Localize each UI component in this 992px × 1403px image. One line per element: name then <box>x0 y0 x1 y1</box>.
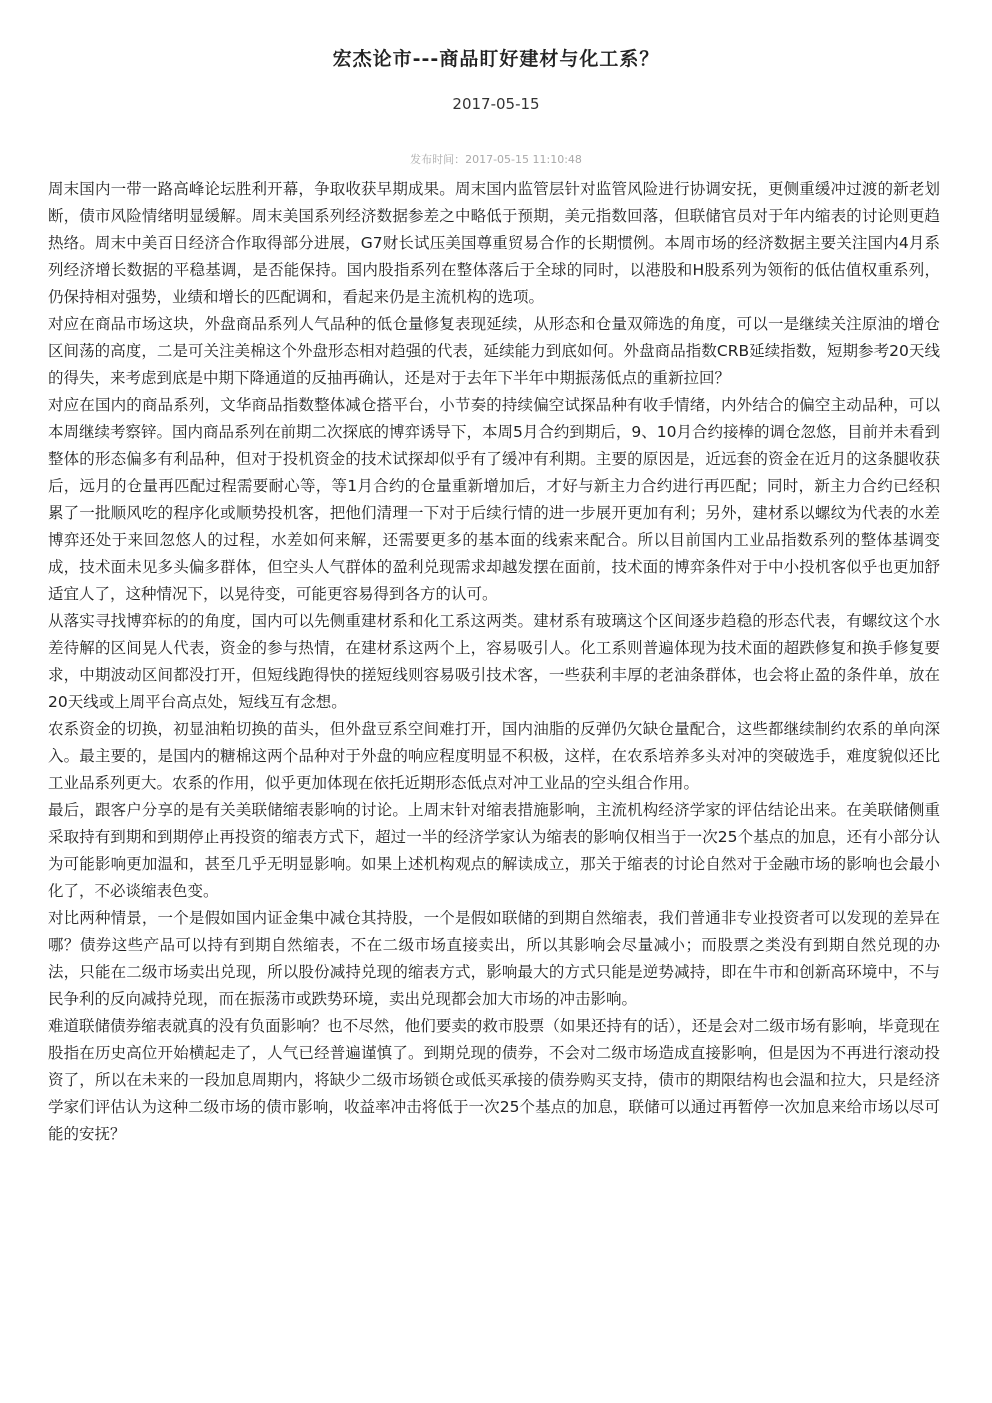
article-paragraph: 最后，跟客户分享的是有关美联储缩表影响的讨论。上周末针对缩表措施影响，主流机构经济学家的评估结论出来。在美联储侧重采取持有到期和到期停止再投资的缩表方式下，超过一半的经济学家认为缩表的影响仅相当于一次25个基点的加息，还有小部分认为可能影响更加温和，甚至几乎无明显影响。如果上述机构观点的解读成立，那关于缩表的讨论自然对于金融市场的影响也会最小化了，不必谈缩表色变。 <box>48 801 940 900</box>
article-paragraph: 对应在国内的商品系列，文华商品指数整体减仓搭平台，小节奏的持续偏空试探品种有收手情绪，内外结合的偏空主动品种，可以本周继续考察锌。国内商品系列在前期二次探底的博弈诱导下，本周5月合约到期后，9、10月合约接棒的调仓忽悠，目前并未看到整体的形态偏多有利品种，但对于投机资金的技术试探却似乎有了缓冲有利期。主要的原因是，近远套的资金在近月的这条腿收获后，远月的仓量再匹配过程需要耐心等，等1月合约的仓量重新增加后，才好与新主力合约进行再匹配；同时，新主力合约已经积累了一批顺风吃的程序化或顺势投机客，把他们清理一下对于后续行情的进一步展开更加有利；另外，建材系以螺纹为代表的水差博弈还处于来回忽悠人的过程，水差如何来解，还需要更多的基本面的线索来配合。所以目前国内工业品指数系列的整体基调变成，技术面未见多头偏多群体，但空头人气群体的盈利兑现需求却越发摆在面前，技术面的博弈条件对于中小投机客似乎也更加舒适宜人了，这种情况下，以晃待变，可能更容易得到各方的认可。 <box>48 396 940 603</box>
article-paragraph: 农系资金的切换，初显油粕切换的苗头，但外盘豆系空间难打开，国内油脂的反弹仍欠缺仓量配合，这些都继续制约农系的单向深入。最主要的，是国内的糖棉这两个品种对于外盘的响应程度明显不积极，这样，在农系培养多头对冲的突破选手，难度貌似还比工业品系列更大。农系的作用，似乎更加体现在依托近期形态低点对冲工业品的空头组合作用。 <box>48 720 940 792</box>
article-title: 宏杰论市---商品盯好建材与化工系？ <box>332 48 660 70</box>
publish-time: 发布时间：2017-05-15 11:10:48 <box>410 153 582 166</box>
article-paragraph: 周末国内一带一路高峰论坛胜利开幕，争取收获早期成果。周末国内监管层针对监管风险进行协调安抚，更侧重缓冲过渡的新老划断，债市风险情绪明显缓解。周末美国系列经济数据参差之中略低于预期，美元指数回落，但联储官员对于年内缩表的讨论则更趋热络。周末中美百日经济合作取得部分进展，G7财长试压美国尊重贸易合作的长期惯例。本周市场的经济数据主要关注国内4月系列经济增长数据的平稳基调，是否能保持。国内股指系列在整体落后于全球的同时，以港股和H股系列为领衔的低估值权重系列，仍保持相对强势，业绩和增长的匹配调和，看起来仍是主流机构的选项。 <box>48 180 940 306</box>
article-paragraph: 对应在商品市场这块，外盘商品系列人气品种的低仓量修复表现延续，从形态和仓量双筛选的角度，可以一是继续关注原油的增仓区间荡的高度，二是可关注美棉这个外盘形态相对趋强的代表，延续能力到底如何。外盘商品指数CRB延续指数，短期参考20天线的得失，来考虑到底是中期下降通道的反抽再确认，还是对于去年下半年中期振荡低点的重新拉回？ <box>48 315 940 387</box>
article-paragraph: 从落实寻找博弈标的的角度，国内可以先侧重建材系和化工系这两类。建材系有玻璃这个区间逐步趋稳的形态代表，有螺纹这个水差待解的区间晃人代表，资金的参与热情，在建材系这两个上，容易吸引人。化工系则普遍体现为技术面的超跌修复和换手修复要求，中期波动区间都没打开，但短线跑得快的搓短线则容易吸引技术客，一些获利丰厚的老油条群体，也会将止盈的条件单，放在20天线或上周平台高点处，短线互有念想。 <box>48 612 940 711</box>
article-body <box>48 176 940 1148</box>
article-paragraph: 难道联储债券缩表就真的没有负面影响？也不尽然，他们要卖的救市股票（如果还持有的话），还是会对二级市场有影响，毕竟现在股指在历史高位开始横起走了，人气已经普遍谨慎了。到期兑现的债券，不会对二级市场造成直接影响，但是因为不再进行滚动投资了，所以在未来的一段加息周期内，将缺少二级市场锁仓或低买承接的债券购买支持，债市的期限结构也会温和拉大，只是经济学家们评估认为这种二级市场的债市影响，收益率冲击将低于一次25个基点的加息，联储可以通过再暂停一次加息来给市场以尽可能的安抚？ <box>48 1017 940 1143</box>
article-paragraph: 对比两种情景，一个是假如国内证金集中减仓其持股，一个是假如联储的到期自然缩表，我们普通非专业投资者可以发现的差异在哪？债券这些产品可以持有到期自然缩表，不在二级市场直接卖出，所以其影响会尽量减小；而股票之类没有到期自然兑现的办法，只能在二级市场卖出兑现，所以股份减持兑现的缩表方式，影响最大的方式只能是逆势减持，即在牛市和创新高环境中，不与民争利的反向减持兑现，而在振荡市或跌势环境，卖出兑现都会加大市场的冲击影响。 <box>48 909 940 1008</box>
article-date: 2017-05-15 <box>452 95 540 113</box>
